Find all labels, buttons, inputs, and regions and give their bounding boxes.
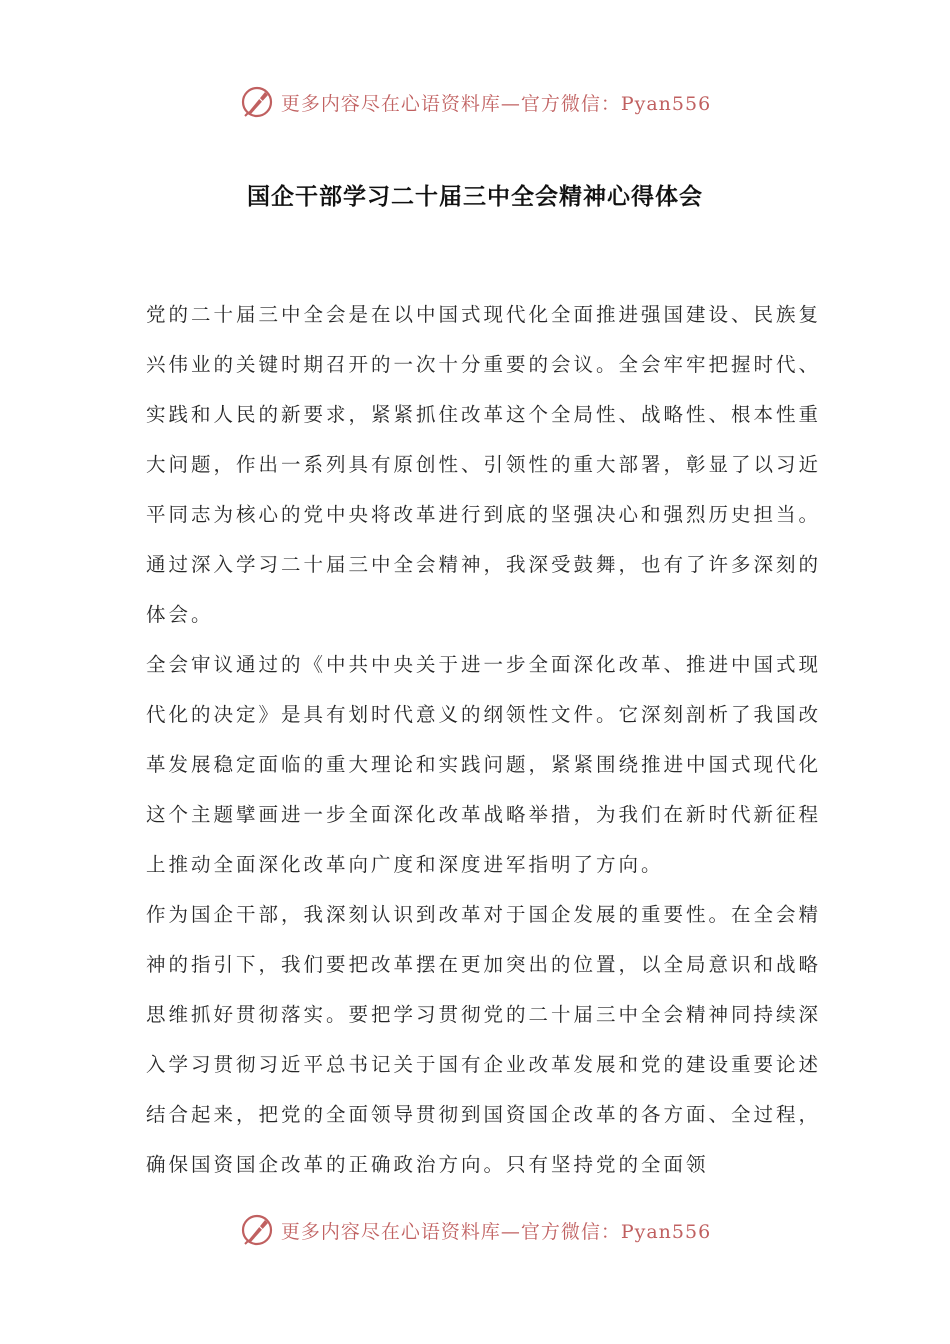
footer-watermark-banner: [0, 1210, 950, 1250]
paragraph-2: 全会审议通过的《中共中央关于进一步全面深化改革、推进中国式现代化的决定》是具有划时代意义的纲领性文件。它深刻剖析了我国改革发展稳定面临的重大理论和实践问题，紧紧围绕推进中国式现代化这个主题擘画进一步全面深化改革战略举措，为我们在新时代新征程上推动全面深化改革向广度和深度进军指明了方向。: [146, 653, 822, 876]
paragraph-3: 作为国企干部，我深刻认识到改革对于国企发展的重要性。在全会精神的指引下，我们要把改革摆在更加突出的位置，以全局意识和战略思维抓好贯彻落实。要把学习贯彻党的二十届三中全会精神同持续深入学习贯彻习近平总书记关于国有企业改革发展和党的建设重要论述结合起来，把党的全面领导贯彻到国资国企改革的各方面、全过程，确保国资国企改革的正确政治方向。只有坚持党的全面领: [146, 903, 822, 1176]
footer-watermark-text: 更多内容尽在心语资料库—官方微信：Pyan556: [280, 1220, 712, 1243]
quill-pen-logo-icon: [239, 84, 275, 120]
quill-pen-logo-icon: [239, 1212, 275, 1248]
paragraph-1: 党的二十届三中全会是在以中国式现代化全面推进强国建设、民族复兴伟业的关键时期召开的一次十分重要的会议。全会牢牢把握时代、实践和人民的新要求，紧紧抓住改革这个全局性、战略性、根本性重大问题，作出一系列具有原创性、引领性的重大部署，彰显了以习近平同志为核心的党中央将改革进行到底的坚强决心和强烈历史担当。通过深入学习二十届三中全会精神，我深受鼓舞，也有了许多深刻的体会。: [146, 303, 822, 626]
document-title: 国企干部学习二十届三中全会精神心得体会: [247, 184, 703, 210]
header-watermark-banner: [0, 82, 950, 122]
header-watermark-text: 更多内容尽在心语资料库—官方微信：Pyan556: [280, 92, 712, 115]
document-body: [146, 290, 826, 1190]
